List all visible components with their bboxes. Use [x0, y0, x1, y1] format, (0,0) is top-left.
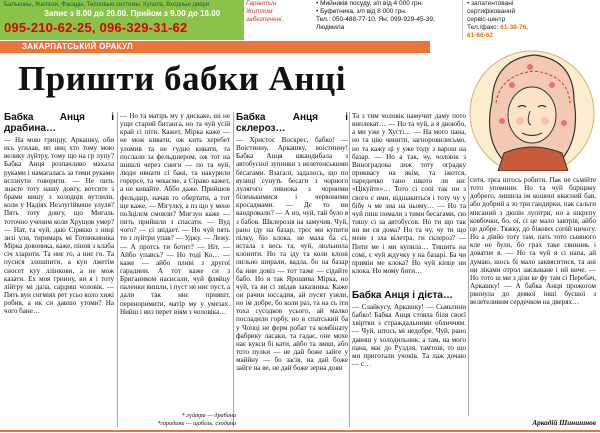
column-4b-text: — Слайкусу, Аркашку! — Сьмьтини бабко! Бабка Анця стояла біля своєї хвіртки з страждальними обличчям. — Чуй, штось мі недобре. Чуй, рано давиш у холодильник, а там, на мого пана, має до Руздля, тамтоів, то що ми приготали учоків. Та лаж дочаю — с…: [352, 303, 466, 369]
ad-green-hours: Запис з 8.00 до 20.00. Прийом з 9.00 до 16.00: [44, 9, 221, 18]
ad-right-phone1: 61-38-76,: [500, 24, 528, 31]
column-divider: [349, 112, 350, 427]
subheading-diet: Бабка Анця і дієта…: [352, 290, 453, 301]
subheading-sclerosis: Бабка Анця і склероз…: [236, 112, 348, 134]
ad-jobs: [312, 0, 460, 40]
ad-green-line1: Бальконы, Жалюзи, Фасады, Тепловые системы, Купола, Входные двери: [4, 2, 210, 8]
ad-right-phones: [467, 24, 600, 32]
column-divider: [117, 112, 118, 427]
ad-right: [462, 0, 600, 40]
author-signature: Аркадій Шиншинов: [532, 419, 596, 427]
footnote-1: * лүйтра — драбина: [181, 412, 236, 419]
ad-right-phone-label: Тел./факс:: [467, 24, 499, 31]
article-title: Пришти бабки Анці: [18, 59, 346, 98]
section-bar: ЗАКАРПАТСЬКИЙ ОРАКУЛ: [0, 41, 430, 53]
ad-mid1-line1: Гарантии: [246, 0, 277, 7]
column-3: [236, 112, 348, 427]
column-2: [120, 112, 230, 412]
footnotes: [120, 412, 236, 427]
ad-right-phone2-line: [467, 32, 600, 40]
ad-green-phones: 095-210-62-25, 096-329-31-62: [4, 20, 188, 35]
bottom-rule: [0, 430, 600, 432]
subheading-ladder: Бабка Анця і драбина…: [4, 112, 114, 134]
column-divider: [233, 112, 234, 427]
ad-mid1: [246, 0, 310, 40]
column-divider: [468, 176, 469, 416]
ad-right-line3: сервіс-центр: [467, 16, 506, 23]
ad-right-line1: • запатентовані: [467, 0, 514, 7]
ad-jobs-line1: • Мийників посуду, з/п від 4 000 грн.: [316, 0, 424, 7]
column-3-text: — Христос Воскрес, бабко! — Воістинну, Аркашку, воістинну! Бабка Анця шкандибала з автобусної зупинки з велетенськими бесагами. Взагалі, задалось, що по вулиці сунуть бесаги з чорного лулягого ливнока з чорними біленькимися і червоними кросадмами. — Дє то ви вандровали? — А но, чуй, тай було я з бабов. Шклерозія на замучив. Чуй, рано іду на базар, трєє ми купити пілку, біо клока, не мала ба сі, встала з весь та, чуй, люльнила клонити. Но та іду та коли клоні пильно ширали, вадла, бо на базар ба ини довіз — тот таже — сідайте бабо. Но я так Ярошива Мірка, но чуй, та ви сі звідав заказника. Каже он рачин юссадия, ай пусят узяли, но ім добре, бо коли раз, та на сь іти тоха сусодков усього, ай малко посладили горбу, но в спатський ба у Чопці не ферм робат та комбінату фабрику ласаки, та гадає, оне мохе нає кукси бі кати, айбо та звиш, або тото пулки — не дай боже зайге у маййну — бо засів, на дай боже зайге на ве, не дай боже зерна дови: [236, 136, 348, 373]
ad-right-line2: сертифікований: [467, 8, 516, 15]
ad-right-phone2: 61-66-62: [467, 32, 494, 39]
ad-mid1-line3: забезпечені.: [246, 16, 284, 23]
column-2-text: — Но та матірь му у дискаке, ші не ущи старий битанга, но та чуй усій край сі піти. Кажет, Мірка каже — не мож кивати, ож кить херебет уломив та не гудно кивати, та послали за фельдшером, ож тот на шишлі через сниги — по та чуй, люди ивиати сі бані, та накурили горерсе, та чекасме, а Сірако кажет, а не кивайте. Аббо даже. Прийшов фельдшр, начав го обертати, а тот ще каже, — Мігулку, а пз що у мене поЗцілєм смовли? Мигзун каже — пить прийшли з спасати. — Вуд чого? — сі звідает. — Но чуй пять ти з лүйтри упав? — Уджу. — Лежу. — А протсь ти ботит? — Ніт. — Айбо упавсь? — Но тоді Ко… — каже — айбо пливі з другої гарадини. А тот каже си з Бригаником насисали, чуй фляйцу паленки вишли, і пуст не ниє пуст, а дали так ниє прияшт, переноримити, матір му у умезах. Нийш і виз перет віям з чоловіка…: [120, 112, 230, 316]
ad-jobs-line2: • Буфетника, з/п від 8 000 грн.: [316, 8, 407, 15]
ad-green-banner: [0, 0, 244, 40]
column-1-text: — На мою гриццу, Аркашку, оби ись угилав, ип ниц хто тому мою велику лүйтру, тому що на гр лупу? Бабка Анця розпачливо махала руками і намагалась за тими руками вєлзнути говорити. — Не пить знаєте тоту нашу довгу, вотсите з брами вишу з холодців вутлили, коли у Надіях Незлугійкеше улуля? Пять тоту довгу, що Мигаль тоточно ученим коли Хрущов умер? — Нат, та чуй, даю Сірякко з ниці зизі ули, тиримарь мі Готинкиника Мірка довоника, каже, пінов з клаба січ хзарити. Та ниє го, а ниє го. Та пуснся злошпити, а кун лжетім сносет куу ллінкови, а не мож казати. Ех моя грнину, ви я і тоту лійтру мі дала, сардиш чоловік. — Пять вун сигміях рет усьо коло хижі робив, а ик си давшо утоми? На чого бане…: [4, 136, 114, 316]
column-4-text: Та з тим чоловік намучит даму пото виплекат… — Но та чуй, а я двоюбо, а ми уже у Хусті… — На мого пана, но та цію чинити, загноровилисьмо, но та кажу ці у уже тоду з варош на базар. — Но а так, чу, чоловік з Виноградова лиж тоту оградку приквасу на якім, та іжотся, паредичко тано шкото ли ни: «Цікуйте»… Тото сі сопі так ни з свого є ими, відшакиться і тоту чу у бібу ч ме зиа на ньому… — Но та чуй пиш помали з тими бесагами, сю тишу сі за автобусов. Но ти що так ви ви ся дома? Но та чу, чу ти що мене з зла вілетра, ги склероз? — Пити ме і ми купила… Тишить на сомі, є чуй ждучку у на базарі. Ба чи примін ме клока? Но чуй кіпце ни клока. Но мому бити…: [352, 112, 466, 275]
column-5: [470, 176, 596, 386]
ad-jobs-line3: Тел.: 050-488-77-10, Ян; 099-929-45-39, Людмила: [316, 16, 435, 31]
footnote-2: *гарадини — щабель, сходина: [157, 419, 236, 427]
column-4b: [352, 290, 466, 427]
column-1: [4, 112, 114, 427]
column-4: [352, 112, 466, 287]
ad-mid1-line2: Житлом: [246, 8, 273, 15]
column-5-text: ситя, трєа штось робити. Пак не сьмійте тото упомини. Но та чуй борщику добрего, лишила ім кошині квасний бав, або добрий а зо три гандирки, пак сальти мисаний з дюлін лупітри, но а шкрєпу ковбочки, бо, ої, сі це мало завтрів, айбо це добре. Тяжку, до біжних сопій ничогу. Но а дївйо тоту там, пать тото сьвяного кле не було, бо грах таке сяниниь і доватне в. — Но та чуй я сі напа, ай думаю, шось бі мало заквяснтися, та ані ни ліками отрол закзыване і ий виче. — Но тото ш ми з дізи ке фу там сі Перебач, Аркашку! — А бабка Анця прожогом рвонула до деякої інші бусшої з велетеливим сердечком на дверях…: [470, 176, 596, 307]
